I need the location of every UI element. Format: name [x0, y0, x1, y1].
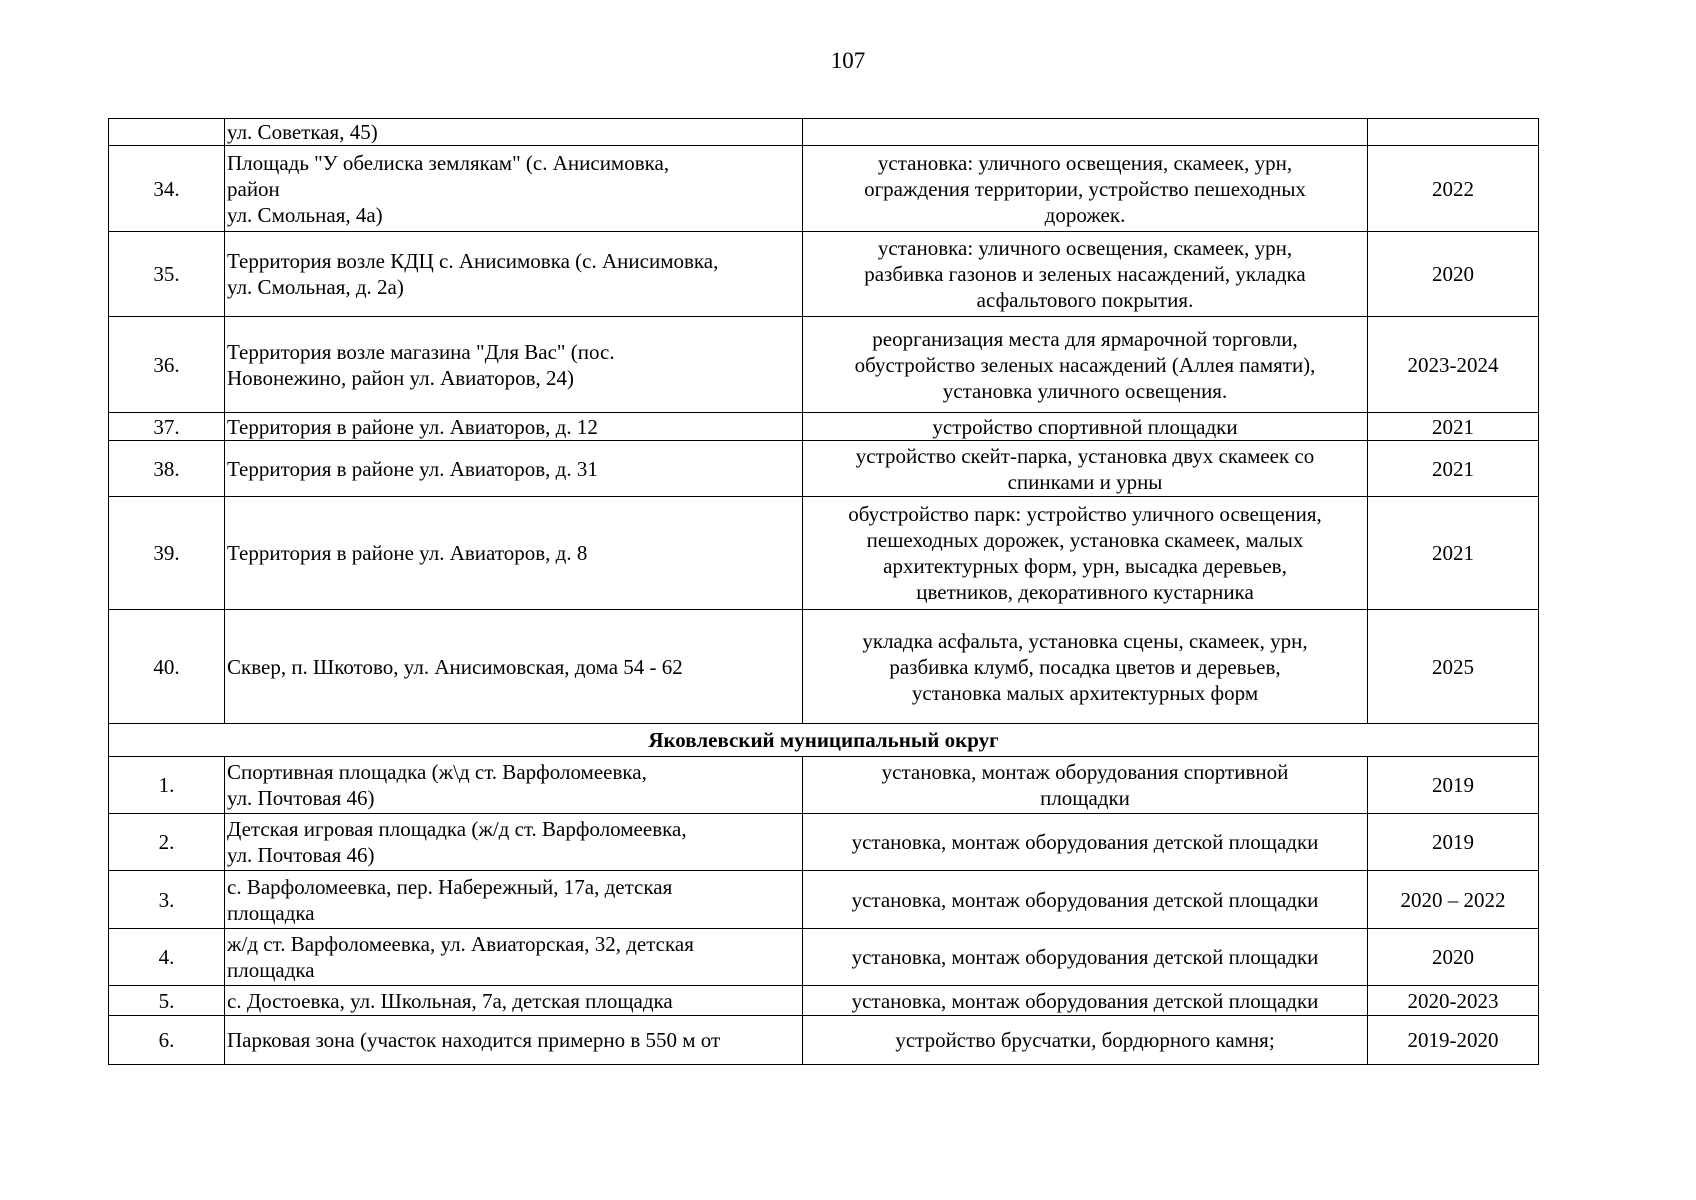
- row-year: [1368, 119, 1539, 146]
- row-year: 2020 – 2022: [1368, 871, 1539, 929]
- table-row: [109, 441, 1539, 497]
- row-works: обустройство парк: устройство уличного освещения, пешеходных дорожек, установка скамеек, малых архитектурных форм, урн, высадка деревьев, цветников, декоративного кустарника: [803, 497, 1368, 610]
- row-year: 2022: [1368, 146, 1539, 232]
- row-works: установка, монтаж оборудования детской площадки: [803, 871, 1368, 929]
- row-address: Территория возле магазина "Для Вас" (пос. Новонежино, район ул. Авиаторов, 24): [225, 317, 803, 413]
- improvement-table: [108, 118, 1539, 1065]
- table-row: [109, 610, 1539, 724]
- row-year: 2019: [1368, 757, 1539, 814]
- row-address: Территория возле КДЦ с. Анисимовка (с. Анисимовка, ул. Смольная, д. 2а): [225, 232, 803, 317]
- row-year: 2021: [1368, 413, 1539, 441]
- row-address: Спортивная площадка (ж\д ст. Варфоломеевка, ул. Почтовая 46): [225, 757, 803, 814]
- section-title: Яковлевский муниципальный округ: [109, 724, 1539, 757]
- row-works: установка, монтаж оборудования спортивной площадки: [803, 757, 1368, 814]
- row-year: 2020: [1368, 929, 1539, 986]
- row-works: установка, монтаж оборудования детской площадки: [803, 929, 1368, 986]
- row-number: 6.: [109, 1016, 225, 1065]
- row-works: [803, 119, 1368, 146]
- table-row: [109, 929, 1539, 986]
- row-number: 36.: [109, 317, 225, 413]
- row-works: установка, монтаж оборудования детской площадки: [803, 986, 1368, 1016]
- row-address: Парковая зона (участок находится примерно в 550 м от: [225, 1016, 803, 1065]
- row-number: 5.: [109, 986, 225, 1016]
- row-number: 39.: [109, 497, 225, 610]
- table-row: [109, 317, 1539, 413]
- row-address: Сквер, п. Шкотово, ул. Анисимовская, дома 54 - 62: [225, 610, 803, 724]
- row-number: 35.: [109, 232, 225, 317]
- table-row: [109, 119, 1539, 146]
- table-row: [109, 814, 1539, 871]
- row-number: 40.: [109, 610, 225, 724]
- row-number: [109, 119, 225, 146]
- row-year: 2020: [1368, 232, 1539, 317]
- row-year: 2020-2023: [1368, 986, 1539, 1016]
- table-row: [109, 413, 1539, 441]
- row-number: 38.: [109, 441, 225, 497]
- row-works: установка: уличного освещения, скамеек, урн, ограждения территории, устройство пешеходных дорожек.: [803, 146, 1368, 232]
- row-address: Площадь "У обелиска землякам" (с. Анисимовка, район ул. Смольная, 4а): [225, 146, 803, 232]
- row-address: с. Варфоломеевка, пер. Набережный, 17а, детская площадка: [225, 871, 803, 929]
- table-row: [109, 232, 1539, 317]
- row-address: Территория в районе ул. Авиаторов, д. 8: [225, 497, 803, 610]
- table-row: [109, 871, 1539, 929]
- row-year: 2019-2020: [1368, 1016, 1539, 1065]
- row-address: Детская игровая площадка (ж/д ст. Варфоломеевка, ул. Почтовая 46): [225, 814, 803, 871]
- row-year: 2019: [1368, 814, 1539, 871]
- row-number: 4.: [109, 929, 225, 986]
- row-address: Территория в районе ул. Авиаторов, д. 31: [225, 441, 803, 497]
- row-number: 34.: [109, 146, 225, 232]
- page-number: 107: [830, 48, 866, 73]
- row-works: устройство спортивной площадки: [803, 413, 1368, 441]
- row-address: ж/д ст. Варфоломеевка, ул. Авиаторская, 32, детская площадка: [225, 929, 803, 986]
- row-year: 2025: [1368, 610, 1539, 724]
- table-row: [109, 146, 1539, 232]
- row-works: установка: уличного освещения, скамеек, урн, разбивка газонов и зеленых насаждений, укладка асфальтового покрытия.: [803, 232, 1368, 317]
- row-number: 3.: [109, 871, 225, 929]
- row-works: устройство брусчатки, бордюрного камня;: [803, 1016, 1368, 1065]
- section-header-row: [109, 724, 1539, 757]
- row-address: ул. Советкая, 45): [225, 119, 803, 146]
- row-year: 2023-2024: [1368, 317, 1539, 413]
- row-number: 37.: [109, 413, 225, 441]
- row-works: реорганизация места для ярмарочной торговли, обустройство зеленых насаждений (Аллея памяти), установка уличного освещения.: [803, 317, 1368, 413]
- row-number: 1.: [109, 757, 225, 814]
- row-address: Территория в районе ул. Авиаторов, д. 12: [225, 413, 803, 441]
- table-row: [109, 1016, 1539, 1065]
- row-address: с. Достоевка, ул. Школьная, 7а, детская площадка: [225, 986, 803, 1016]
- table-row: [109, 757, 1539, 814]
- row-number: 2.: [109, 814, 225, 871]
- row-year: 2021: [1368, 441, 1539, 497]
- table-row: [109, 497, 1539, 610]
- table-row: [109, 986, 1539, 1016]
- row-works: укладка асфальта, установка сцены, скамеек, урн, разбивка клумб, посадка цветов и деревьев, установка малых архитектурных форм: [803, 610, 1368, 724]
- row-works: устройство скейт-парка, установка двух скамеек со спинками и урны: [803, 441, 1368, 497]
- row-works: установка, монтаж оборудования детской площадки: [803, 814, 1368, 871]
- row-year: 2021: [1368, 497, 1539, 610]
